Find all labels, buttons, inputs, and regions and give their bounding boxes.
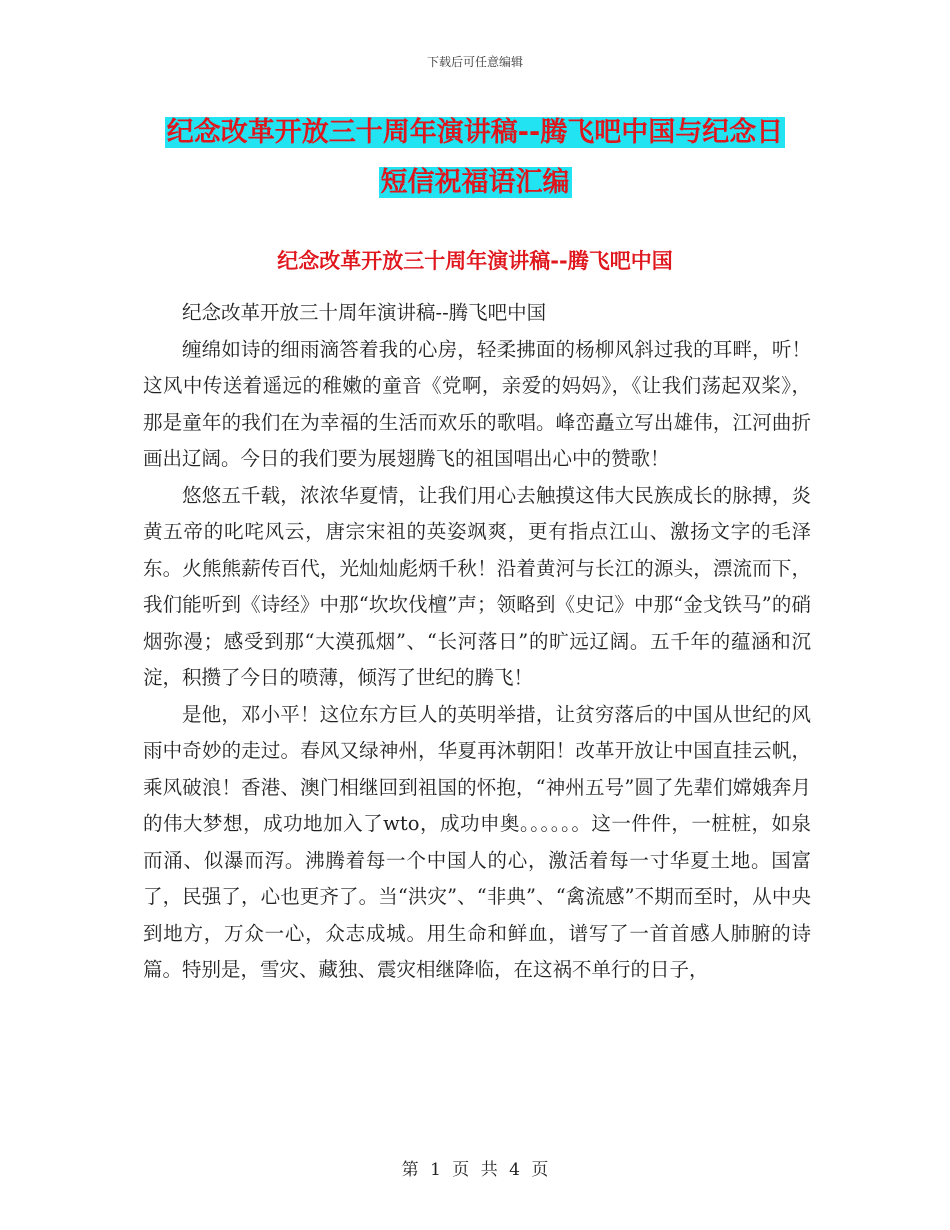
paragraph: 缠绵如诗的细雨滴答着我的心房，轻柔拂面的杨柳风斜过我的耳畔，听！这风中传送着遥远的稚嫩的童音《党啊，亲爱的妈妈》，《让我们荡起双桨》，那是童年的我们在为幸福的生活而欢乐的歌唱。峰峦矗立写出雄伟，江河曲折画出辽阔。今日的我们要为展翅腾飞的祖国唱出心中的赞歌！ bbox=[143, 337, 811, 470]
paragraph: 纪念改革开放三十周年演讲稿--腾飞吧中国 bbox=[182, 301, 547, 324]
page-header-note: 下载后可任意编辑 bbox=[426, 55, 523, 69]
document-title bbox=[120, 108, 830, 208]
paragraph: 是他，邓小平！这位东方巨人的英明举措，让贫穷落后的中国从世纪的风雨中奇妙的走过。春风又绿神州，华夏再沐朝阳！改革开放让中国直挂云帆，乘风破浪！香港、澳门相继回到祖国的怀抱，“神州五号”圆了先辈们嫦娥奔月的伟大梦想，成功地加入了wto，成功申奥。。。。。。这一件件，一桩桩，如泉而涌、似瀑而泻。沸腾着每一个中国人的心，激活着每一寸华夏土地。国富了，民强了，心也更齐了。当“洪灾”、“非典”、“禽流感”不期而至时，从中央到地方，万众一心，众志成城。用生命和鲜血，谱写了一首首感人肺腑的诗篇。特别是，雪灾、藏独、震灾相继降临，在这祸不单行的日子， bbox=[143, 702, 811, 981]
paragraph: 悠悠五千载，浓浓华夏情，让我们用心去触摸这伟大民族成长的脉搏，炎黄五帝的叱咤风云，唐宗宋祖的英姿飒爽，更有指点江山、激扬文字的毛泽东。火熊熊薪传百代，光灿灿彪炳千秋！沿着黄河与长江的源头，漂流而下，我们能听到《诗经》中那“坎坎伐檀”声；领略到《史记》中那“金戈铁马”的硝烟弥漫；感受到那“大漠孤烟”、“长河落日”的旷远辽阔。五千年的蕴涵和沉淀，积攒了今日的喷薄，倾泻了世纪的腾飞！ bbox=[143, 483, 811, 689]
section-title: 纪念改革开放三十周年演讲稿--腾飞吧中国 bbox=[277, 249, 673, 273]
page-footer: 第 1 页 共 4 页 bbox=[401, 1160, 549, 1180]
document-body bbox=[143, 295, 811, 989]
document-title-line-1: 纪念改革开放三十周年演讲稿--腾飞吧中国与纪念日 bbox=[166, 117, 784, 148]
document-title-line-2: 短信祝福语汇编 bbox=[380, 167, 570, 198]
